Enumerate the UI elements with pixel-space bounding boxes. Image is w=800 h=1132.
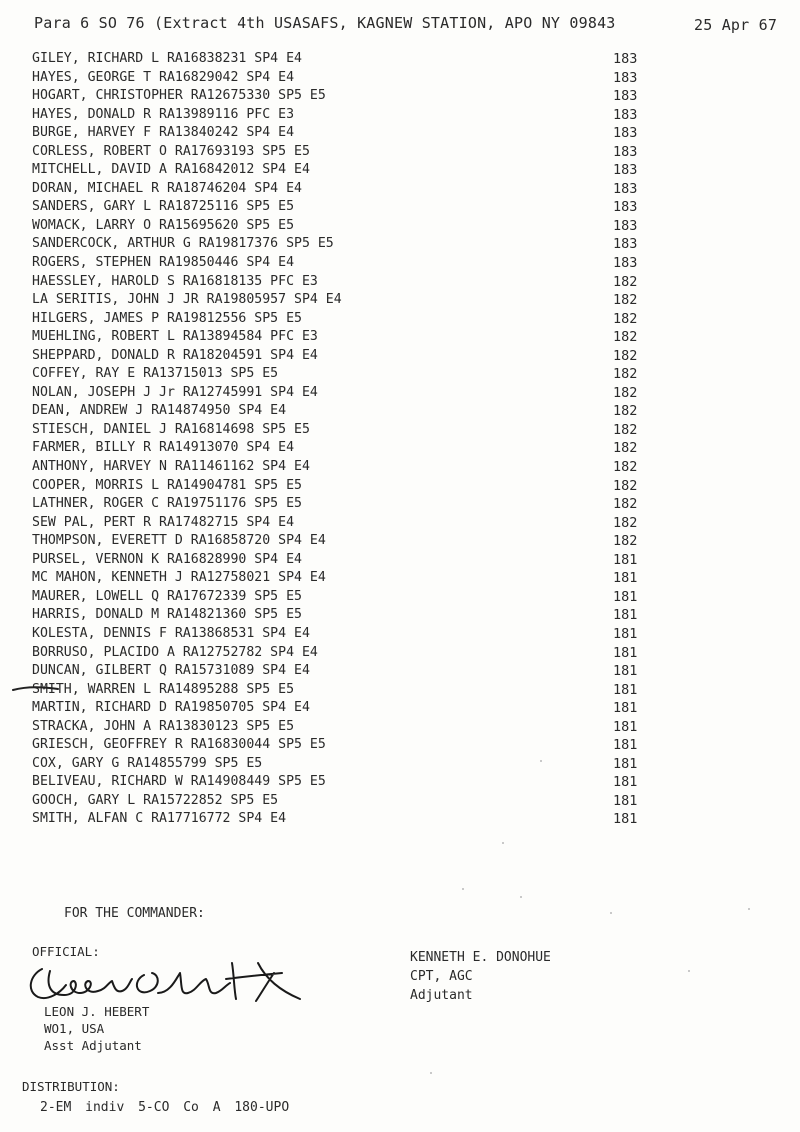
assignment-code: 182: [613, 403, 638, 420]
roster-row: [20, 718, 780, 737]
personnel-entry: LATHNER, ROGER C RA19751176 SP5 E5: [32, 496, 302, 512]
assignment-code: 181: [613, 792, 638, 809]
roster-row: [20, 347, 780, 366]
personnel-entry: HOGART, CHRISTOPHER RA12675330 SP5 E5: [32, 88, 326, 104]
assignment-code: 181: [613, 755, 638, 772]
assignment-code: 182: [613, 292, 638, 309]
personnel-entry: NOLAN, JOSEPH J Jr RA12745991 SP4 E4: [32, 384, 318, 400]
for-the-commander: FOR THE COMMANDER:: [64, 906, 205, 921]
personnel-entry: MC MAHON, KENNETH J RA12758021 SP4 E4: [32, 570, 326, 586]
signer-title: Asst Adjutant: [44, 1038, 142, 1053]
roster-row: [20, 124, 780, 143]
personnel-entry: FARMER, BILLY R RA14913070 SP4 E4: [32, 440, 295, 456]
roster-row: [20, 235, 780, 254]
assignment-code: 183: [613, 143, 638, 160]
roster-row: [20, 365, 780, 384]
roster-row: [20, 273, 780, 292]
personnel-entry: STRACKA, JOHN A RA13830123 SP5 E5: [32, 718, 295, 734]
assignment-code: 181: [613, 718, 638, 735]
roster-row: [20, 439, 780, 458]
assignment-code: 182: [613, 421, 638, 438]
personnel-entry: DEAN, ANDREW J RA14874950 SP4 E4: [32, 403, 287, 419]
assignment-code: 181: [613, 644, 638, 661]
personnel-entry: MARTIN, RICHARD D RA19850705 SP4 E4: [32, 700, 310, 716]
assignment-code: 181: [613, 737, 638, 754]
assignment-code: 183: [613, 106, 638, 123]
assignment-code: 183: [613, 236, 638, 253]
assignment-code: 181: [613, 663, 638, 680]
roster-row: [20, 477, 780, 496]
personnel-entry: KOLESTA, DENNIS F RA13868531 SP4 E4: [32, 625, 310, 641]
assignment-code: 181: [613, 700, 638, 717]
signer-block: [44, 1003, 149, 1054]
assignment-code: 181: [613, 570, 638, 587]
roster-row: [20, 180, 780, 199]
roster-row: [20, 402, 780, 421]
personnel-entry: PURSEL, VERNON K RA16828990 SP4 E4: [32, 551, 302, 567]
roster-row: [20, 606, 780, 625]
assignment-code: 181: [613, 625, 638, 642]
personnel-entry: STIESCH, DANIEL J RA16814698 SP5 E5: [32, 421, 310, 437]
personnel-entry: BELIVEAU, RICHARD W RA14908449 SP5 E5: [32, 774, 326, 790]
personnel-entry: GILEY, RICHARD L RA16838231 SP4 E4: [32, 51, 302, 66]
roster-row: [20, 161, 780, 180]
assignment-code: 182: [613, 440, 638, 457]
assignment-code: 183: [613, 217, 638, 234]
personnel-entry: LA SERITIS, JOHN J JR RA19805957 SP4 E4: [32, 292, 342, 308]
distribution-label: DISTRIBUTION:: [22, 1079, 120, 1094]
assignment-code: 181: [613, 607, 638, 624]
personnel-entry: DORAN, MICHAEL R RA18746204 SP4 E4: [32, 180, 302, 196]
assignment-code: 183: [613, 125, 638, 142]
assignment-code: 181: [613, 551, 638, 568]
roster-row: [20, 421, 780, 440]
personnel-entry: MUEHLING, ROBERT L RA13894584 PFC E3: [32, 329, 318, 345]
roster-row: [20, 310, 780, 329]
personnel-entry: MAURER, LOWELL Q RA17672339 SP5 E5: [32, 588, 302, 604]
personnel-roster: [20, 50, 780, 829]
roster-row: [20, 755, 780, 774]
assignment-code: 182: [613, 514, 638, 531]
assignment-code: 182: [613, 384, 638, 401]
roster-row: [20, 644, 780, 663]
official-label: OFFICIAL:: [32, 944, 100, 959]
roster-row: [20, 532, 780, 551]
personnel-entry: HILGERS, JAMES P RA19812556 SP5 E5: [32, 310, 302, 326]
document-date: 25 Apr 67: [694, 16, 778, 34]
adjutant-name: KENNETH E. DONOHUE: [410, 950, 551, 965]
assignment-code: 183: [613, 180, 638, 197]
roster-row: [20, 87, 780, 106]
assignment-code: 182: [613, 347, 638, 364]
assignment-code: 183: [613, 88, 638, 105]
roster-row: [20, 50, 780, 69]
roster-row: [20, 588, 780, 607]
adjutant-block: [410, 948, 551, 1005]
roster-row: [20, 681, 780, 700]
personnel-entry: CORLESS, ROBERT O RA17693193 SP5 E5: [32, 143, 310, 159]
assignment-code: 181: [613, 681, 638, 698]
personnel-entry: SANDERS, GARY L RA18725116 SP5 E5: [32, 199, 295, 215]
assignment-code: 181: [613, 811, 638, 828]
roster-row: [20, 106, 780, 125]
assignment-code: 183: [613, 199, 638, 216]
pen-mark: [12, 683, 60, 695]
personnel-entry: GRIESCH, GEOFFREY R RA16830044 SP5 E5: [32, 737, 326, 753]
roster-row: [20, 792, 780, 811]
assignment-code: 182: [613, 477, 638, 494]
assignment-code: 182: [613, 329, 638, 346]
document-header: [34, 14, 794, 32]
personnel-entry: COFFEY, RAY E RA13715013 SP5 E5: [32, 366, 279, 382]
roster-row: [20, 514, 780, 533]
personnel-entry: MITCHELL, DAVID A RA16842012 SP4 E4: [32, 162, 310, 178]
roster-row: [20, 198, 780, 217]
roster-row: [20, 699, 780, 718]
personnel-entry: SMITH, ALFAN C RA17716772 SP4 E4: [32, 811, 287, 827]
roster-row: [20, 495, 780, 514]
assignment-code: 183: [613, 51, 638, 67]
assignment-code: 181: [613, 588, 638, 605]
personnel-entry: ROGERS, STEPHEN RA19850446 SP4 E4: [32, 255, 295, 271]
assignment-code: 182: [613, 366, 638, 383]
assignment-code: 183: [613, 69, 638, 86]
assignment-code: 182: [613, 533, 638, 550]
personnel-entry: BURGE, HARVEY F RA13840242 SP4 E4: [32, 125, 295, 141]
roster-row: [20, 569, 780, 588]
personnel-entry: SEW PAL, PERT R RA17482715 SP4 E4: [32, 514, 295, 530]
roster-row: [20, 384, 780, 403]
personnel-entry: COOPER, MORRIS L RA14904781 SP5 E5: [32, 477, 302, 493]
roster-row: [20, 217, 780, 236]
assignment-code: 183: [613, 255, 638, 272]
roster-row: [20, 254, 780, 273]
assignment-code: 181: [613, 774, 638, 791]
personnel-entry: GOOCH, GARY L RA15722852 SP5 E5: [32, 792, 279, 808]
personnel-entry: HAYES, GEORGE T RA16829042 SP4 E4: [32, 69, 295, 85]
roster-row: [20, 773, 780, 792]
adjutant-rank: CPT, AGC: [410, 969, 473, 984]
personnel-entry: WOMACK, LARRY O RA15695620 SP5 E5: [32, 217, 295, 233]
roster-row: [20, 662, 780, 681]
roster-row: [20, 291, 780, 310]
assignment-code: 182: [613, 459, 638, 476]
roster-row: [20, 736, 780, 755]
personnel-entry: HARRIS, DONALD M RA14821360 SP5 E5: [32, 607, 302, 623]
assignment-code: 182: [613, 310, 638, 327]
extract-reference: Para 6 SO 76 (Extract 4th USASAFS, KAGNEW STATION, APO NY 09843: [34, 14, 616, 32]
roster-row: [20, 69, 780, 88]
personnel-entry: HAESSLEY, HAROLD S RA16818135 PFC E3: [32, 273, 318, 289]
roster-row: [20, 810, 780, 829]
personnel-entry: SMITH, WARREN L RA14895288 SP5 E5: [32, 681, 295, 697]
signer-name: LEON J. HEBERT: [44, 1004, 150, 1019]
adjutant-title: Adjutant: [410, 988, 473, 1003]
personnel-entry: SANDERCOCK, ARTHUR G RA19817376 SP5 E5: [32, 236, 334, 252]
personnel-entry: HAYES, DONALD R RA13989116 PFC E3: [32, 106, 295, 122]
personnel-entry: COX, GARY G RA14855799 SP5 E5: [32, 755, 263, 771]
roster-row: [20, 458, 780, 477]
personnel-entry: DUNCAN, GILBERT Q RA15731089 SP4 E4: [32, 663, 310, 679]
assignment-code: 183: [613, 162, 638, 179]
personnel-entry: BORRUSO, PLACIDO A RA12752782 SP4 E4: [32, 644, 318, 660]
roster-row: [20, 143, 780, 162]
assignment-code: 182: [613, 273, 638, 290]
distribution-line: 2-EM indiv 5-CO Co A 180-UPO: [40, 1100, 290, 1115]
roster-row: [20, 625, 780, 644]
personnel-entry: SHEPPARD, DONALD R RA18204591 SP4 E4: [32, 347, 318, 363]
personnel-entry: THOMPSON, EVERETT D RA16858720 SP4 E4: [32, 533, 326, 549]
roster-row: [20, 551, 780, 570]
assignment-code: 182: [613, 496, 638, 513]
roster-row: [20, 328, 780, 347]
personnel-entry: ANTHONY, HARVEY N RA11461162 SP4 E4: [32, 459, 310, 475]
signer-rank: WO1, USA: [44, 1021, 105, 1036]
